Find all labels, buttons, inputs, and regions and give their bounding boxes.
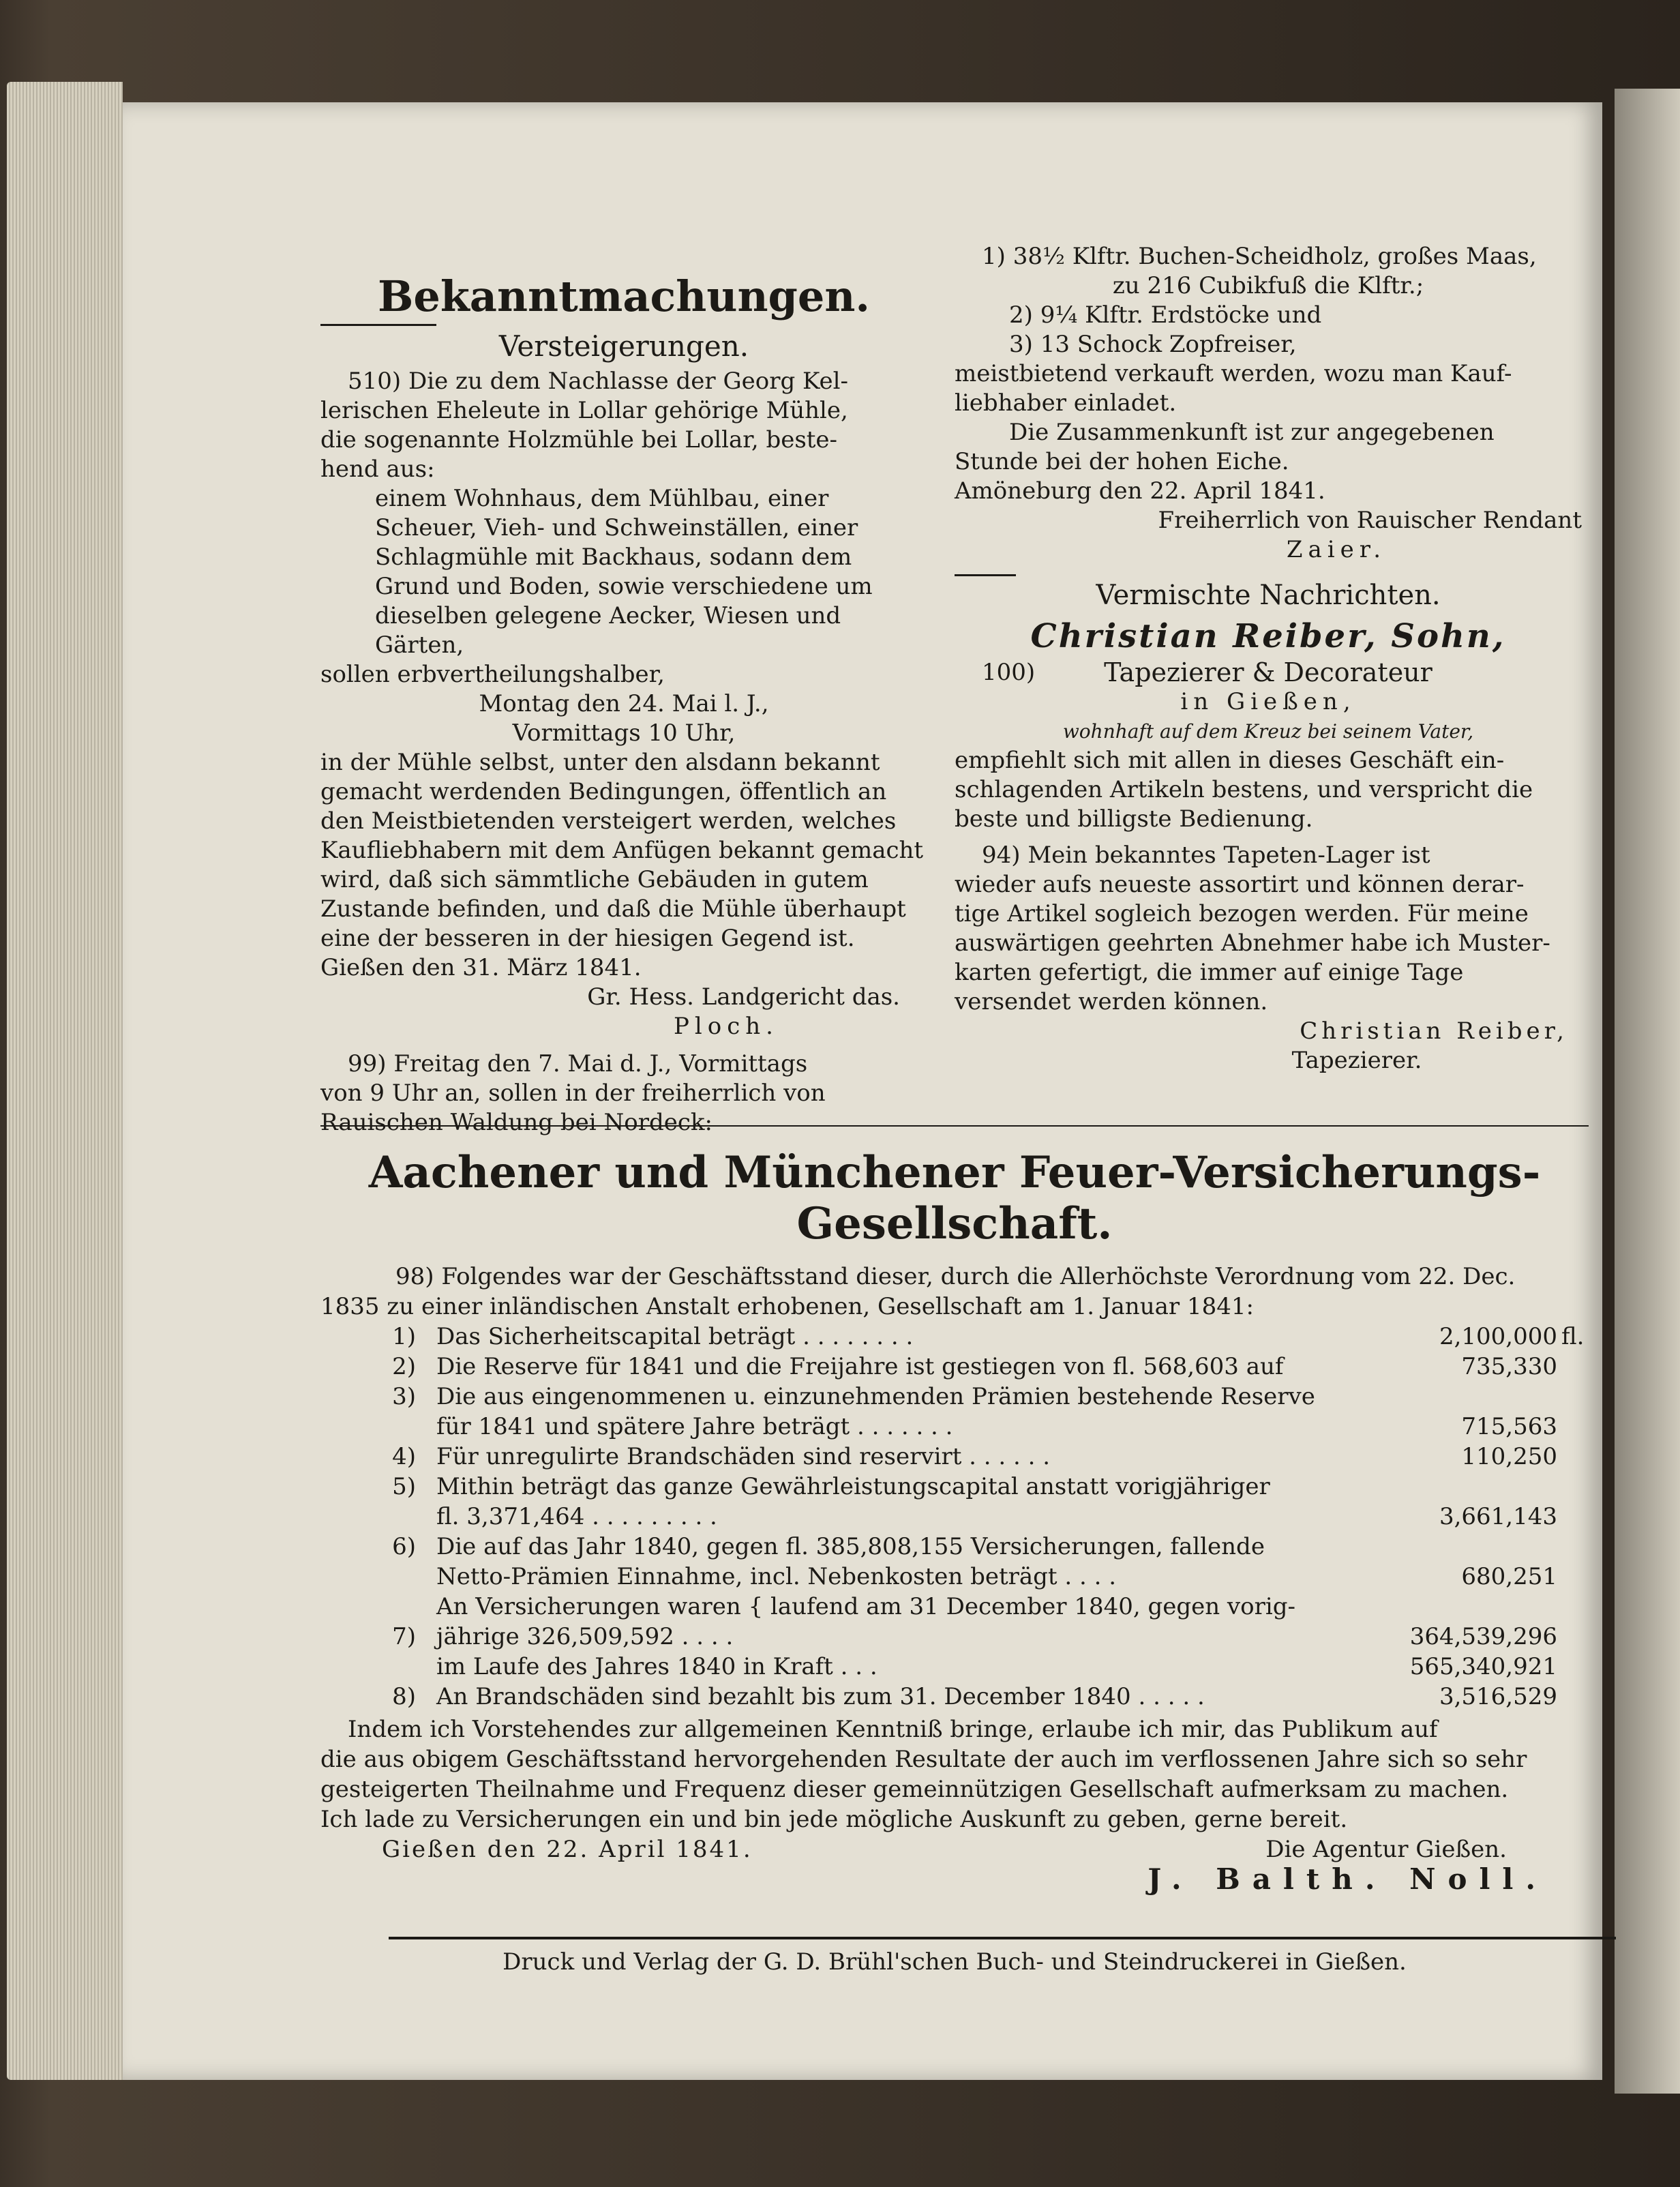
left-column bbox=[320, 269, 927, 1137]
p94-line: auswärtigen geehrten Abnehmer habe ich Muster- bbox=[955, 929, 1550, 957]
closing-line: Ich lade zu Versicherungen ein und bin jede mögliche Auskunft zu geben, gerne bereit. bbox=[320, 1806, 1348, 1833]
p510-line: den Meistbietenden versteigert werden, welches bbox=[320, 807, 897, 835]
row-text: Das Sicherheitscapital beträgt . . . . . . . . bbox=[436, 1323, 914, 1350]
signature-94-line1: Christian Reiber, bbox=[1300, 1017, 1568, 1045]
row-text: An Brandschäden sind bezahlt bis zum 31. December 1840 . . . . . bbox=[436, 1683, 1205, 1710]
row-text: An Versicherungen waren { laufend am 31 December 1840, gegen vorig- bbox=[436, 1593, 1295, 1620]
row-text: Die auf das Jahr 1840, gegen fl. 385,808,155 Versicherungen, fallende bbox=[436, 1533, 1265, 1560]
row-number bbox=[320, 1562, 436, 1592]
p510-line: Schlagmühle mit Backhaus, sodann dem bbox=[375, 544, 852, 571]
notice-number-100: 100) bbox=[982, 659, 1036, 686]
row-amount bbox=[1394, 1472, 1557, 1502]
row-amount: 565,340,921 bbox=[1409, 1653, 1557, 1680]
advertiser-city: in Gießen, bbox=[1180, 688, 1356, 715]
row-number: 2) bbox=[392, 1353, 416, 1380]
p510-line: sollen erbvertheilungshalber, bbox=[320, 661, 665, 688]
row-amount: 3,661,143 bbox=[1439, 1503, 1557, 1530]
row-unit bbox=[1557, 1442, 1589, 1472]
closing-line: Indem ich Vorstehendes zur allgemeinen Kenntniß bringe, erlaube ich mir, das Publikum auf bbox=[348, 1716, 1438, 1743]
row-amount: 715,563 bbox=[1461, 1413, 1557, 1440]
signature-99-line1: Freiherrlich von Rauischer Rendant bbox=[1158, 507, 1582, 534]
rcont-line: zu 216 Cubikfuß die Klftr.; bbox=[1112, 272, 1424, 299]
row-unit bbox=[1557, 1562, 1589, 1592]
row-text: Für unregulirte Brandschäden sind reservirt . . . . . . bbox=[436, 1443, 1051, 1470]
p510-line: einem Wohnhaus, dem Mühlbau, einer bbox=[375, 485, 829, 512]
p94-line: versendet werden können. bbox=[955, 988, 1268, 1015]
row-amount: 3,516,529 bbox=[1439, 1683, 1557, 1710]
right-column bbox=[955, 242, 1582, 1075]
row-amount: 110,250 bbox=[1461, 1443, 1557, 1470]
notice-510 bbox=[320, 367, 927, 983]
facing-page-edge bbox=[1615, 89, 1680, 2094]
p510-line: Grund und Boden, sowie verschiedene um bbox=[375, 573, 873, 600]
p510-line: eine der besseren in der hiesigen Gegend ist. bbox=[320, 925, 855, 952]
row-number bbox=[320, 1592, 436, 1622]
row-number: 3) bbox=[392, 1383, 416, 1410]
row-amount: 735,330 bbox=[1461, 1353, 1557, 1380]
row-number: 5) bbox=[392, 1473, 416, 1500]
insurance-row bbox=[320, 1562, 1589, 1592]
row-number: 8) bbox=[392, 1683, 416, 1710]
p510-line: 510) Die zu dem Nachlasse der Georg Kel- bbox=[348, 368, 849, 395]
row-number: 7) bbox=[392, 1623, 416, 1650]
p510-line: in der Mühle selbst, unter den alsdann bekannt bbox=[320, 749, 880, 776]
notice-99-continued bbox=[955, 242, 1582, 506]
insurance-intro-1: 98) Folgendes war der Geschäftsstand dieser, durch die Allerhöchste Verordnung vom 22. Dec. bbox=[395, 1263, 1516, 1290]
p99-line: Rauischen Waldung bei Nordeck: bbox=[320, 1109, 712, 1136]
p100-line: beste und billigste Bedienung. bbox=[955, 805, 1313, 833]
insurance-table bbox=[320, 1262, 1589, 1894]
signature-510-line1: Gr. Hess. Landgericht das. bbox=[587, 983, 900, 1011]
signature-510-line2: Ploch. bbox=[674, 1013, 779, 1040]
row-unit bbox=[1557, 1592, 1589, 1622]
row-text: Die aus eingenommenen u. einzunehmenden Prämien bestehende Reserve bbox=[436, 1383, 1315, 1410]
insurance-rows bbox=[320, 1322, 1589, 1712]
p510-line: die sogenannte Holzmühle bei Lollar, beste- bbox=[320, 426, 838, 453]
insurance-intro-2: 1835 zu einer inländischen Anstalt erhobenen, Gesellschaft am 1. Januar 1841: bbox=[320, 1293, 1254, 1320]
notice-94 bbox=[955, 841, 1582, 1017]
row-amount: 2,100,000 bbox=[1439, 1323, 1557, 1350]
insurance-row bbox=[320, 1592, 1589, 1622]
rcont-line: meistbietend verkauft werden, wozu man Kauf- bbox=[955, 360, 1512, 387]
p100-line: schlagenden Artikeln bestens, und verspricht die bbox=[955, 776, 1533, 803]
page-title: Bekanntmachungen. bbox=[378, 271, 870, 321]
row-unit bbox=[1557, 1472, 1589, 1502]
place-date: Gießen den 22. April 1841. bbox=[382, 1836, 753, 1863]
p99-line: von 9 Uhr an, sollen in der freiherrlich von bbox=[320, 1080, 826, 1107]
rcont-line: Die Zusammenkunft ist zur angegebenen bbox=[1009, 419, 1495, 446]
column-bottom-rule bbox=[320, 1125, 1589, 1127]
agency-name: Die Agentur Gießen. bbox=[1265, 1836, 1507, 1863]
signature-99-line2: Zaier. bbox=[1286, 536, 1387, 563]
p94-line: 94) Mein bekanntes Tapeten-Lager ist bbox=[982, 842, 1430, 869]
insurance-title-line2: Gesellschaft. bbox=[796, 1198, 1113, 1249]
insurance-row bbox=[320, 1622, 1589, 1652]
p99-line: 99) Freitag den 7. Mai d. J., Vormittags bbox=[348, 1050, 808, 1077]
row-unit bbox=[1557, 1352, 1589, 1382]
insurance-row bbox=[320, 1442, 1589, 1472]
p100-line: empfiehlt sich mit allen in dieses Geschäft ein- bbox=[955, 747, 1505, 774]
rcont-line: 2) 9¼ Klftr. Erdstöcke und bbox=[1009, 301, 1322, 329]
rcont-line: 1) 38½ Klftr. Buchen-Scheidholz, großes Maas, bbox=[982, 243, 1537, 270]
p510-line: Montag den 24. Mai l. J., bbox=[479, 690, 769, 717]
rcont-line: Amöneburg den 22. April 1841. bbox=[955, 477, 1325, 505]
row-unit bbox=[1557, 1412, 1589, 1442]
row-amount bbox=[1394, 1532, 1557, 1562]
imprint: Druck und Verlag der G. D. Brühl'schen Buch- und Steindruckerei in Gießen. bbox=[502, 1948, 1407, 1976]
insurance-row bbox=[320, 1352, 1589, 1382]
insurance-row bbox=[320, 1532, 1589, 1562]
advertiser-address: wohnhaft auf dem Kreuz bei seinem Vater, bbox=[1062, 720, 1474, 743]
row-amount: 364,539,296 bbox=[1409, 1623, 1557, 1650]
row-unit: fl. bbox=[1561, 1323, 1585, 1350]
notice-99 bbox=[320, 1050, 927, 1137]
imprint-rule bbox=[389, 1937, 1616, 1939]
row-unit bbox=[1557, 1382, 1589, 1412]
row-unit bbox=[1557, 1652, 1589, 1682]
closing-line: gesteigerten Theilnahme und Frequenz dieser gemeinnützigen Gesellschaft aufmerksam zu machen. bbox=[320, 1776, 1509, 1803]
insurance-row bbox=[320, 1322, 1589, 1352]
row-unit bbox=[1557, 1682, 1589, 1712]
row-unit bbox=[1557, 1622, 1589, 1652]
insurance-row bbox=[320, 1682, 1589, 1712]
row-number bbox=[320, 1412, 436, 1442]
p510-line: Gießen den 31. März 1841. bbox=[320, 954, 642, 981]
insurance-closing bbox=[320, 1714, 1589, 1834]
p510-line: Scheuer, Vieh- und Schweinställen, einer bbox=[375, 514, 858, 541]
advertiser-block bbox=[955, 658, 1582, 746]
p510-line: gemacht werdenden Bedingungen, öffentlich an bbox=[320, 778, 887, 805]
closing-line: die aus obigem Geschäftsstand hervorgehenden Resultate der auch im verflossenen Jahre sich so sehr bbox=[320, 1746, 1527, 1773]
p510-line: dieselben gelegene Aecker, Wiesen und Gärten, bbox=[375, 602, 841, 659]
row-number: 6) bbox=[392, 1533, 416, 1560]
p94-line: wieder aufs neueste assortirt und können derar- bbox=[955, 871, 1525, 898]
insurance-footer bbox=[320, 1834, 1589, 1864]
row-amount: 680,251 bbox=[1461, 1563, 1557, 1590]
row-amount bbox=[1394, 1592, 1557, 1622]
row-number: 1) bbox=[392, 1323, 416, 1350]
insurance-row bbox=[320, 1382, 1589, 1412]
p510-line: wird, daß sich sämmtliche Gebäuden in gutem bbox=[320, 866, 869, 893]
rcont-line: 3) 13 Schock Zopfreiser, bbox=[1009, 331, 1297, 358]
row-number bbox=[320, 1502, 436, 1532]
insurance-title-line1: Aachener und Münchener Feuer-Versicherungs- bbox=[368, 1147, 1541, 1198]
p510-line: Kaufliebhabern mit dem Anfügen bekannt gemacht bbox=[320, 837, 924, 864]
p94-line: tige Artikel sogleich bezogen werden. Für meine bbox=[955, 900, 1529, 927]
signature-94-line2: Tapezierer. bbox=[1291, 1047, 1422, 1074]
section-heading: Versteigerungen. bbox=[498, 329, 749, 363]
row-amount bbox=[1394, 1382, 1557, 1412]
agent-signature: J. Balth. Noll. bbox=[1148, 1862, 1548, 1896]
row-number bbox=[320, 1652, 436, 1682]
advertiser-trade: Tapezierer & Decorateur bbox=[1104, 657, 1432, 687]
row-text: fl. 3,371,464 . . . . . . . . . bbox=[436, 1503, 717, 1530]
row-text: im Laufe des Jahres 1840 in Kraft . . . bbox=[436, 1653, 877, 1680]
insurance-row bbox=[320, 1472, 1589, 1502]
rcont-line: liebhaber einladet. bbox=[955, 389, 1177, 417]
insurance-row bbox=[320, 1652, 1589, 1682]
section-heading-2: Vermischte Nachrichten. bbox=[1096, 580, 1441, 611]
row-unit bbox=[1557, 1532, 1589, 1562]
row-text: für 1841 und spätere Jahre beträgt . . . . . . . bbox=[436, 1413, 953, 1440]
rcont-line: Stunde bei der hohen Eiche. bbox=[955, 448, 1289, 475]
notice-100 bbox=[955, 746, 1582, 834]
row-unit bbox=[1557, 1502, 1589, 1532]
insurance-row bbox=[320, 1412, 1589, 1442]
p510-line: Zustande befinden, und daß die Mühle überhaupt bbox=[320, 895, 906, 923]
page-edges bbox=[7, 82, 123, 2080]
p510-line: Vormittags 10 Uhr, bbox=[512, 719, 736, 747]
p510-line: hend aus: bbox=[320, 456, 435, 483]
p510-line: lerischen Eheleute in Lollar gehörige Mühle, bbox=[320, 397, 848, 424]
advertiser-name: Christian Reiber, Sohn, bbox=[1030, 617, 1506, 655]
row-text: jährige 326,509,592 . . . . bbox=[436, 1623, 734, 1650]
p94-line: karten gefertigt, die immer auf einige Tage bbox=[955, 959, 1464, 986]
row-number: 4) bbox=[392, 1443, 416, 1470]
row-text: Die Reserve für 1841 und die Freijahre ist gestiegen von fl. 568,603 auf bbox=[436, 1353, 1284, 1380]
row-text: Mithin beträgt das ganze Gewährleistungscapital anstatt vorigjähriger bbox=[436, 1473, 1270, 1500]
row-text: Netto-Prämien Einnahme, incl. Nebenkosten beträgt . . . . bbox=[436, 1563, 1117, 1590]
insurance-row bbox=[320, 1502, 1589, 1532]
